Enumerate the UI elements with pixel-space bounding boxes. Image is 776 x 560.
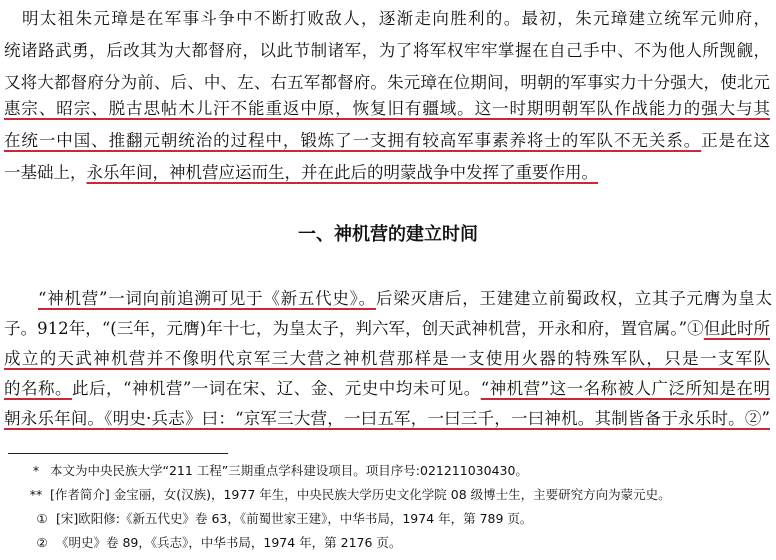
underlined-text: 这一时期明朝军队作战能力的强大与其 [474, 99, 771, 118]
underlined-text: 但此时所 [703, 319, 770, 338]
underlined-text: 成立的天武神机营并不像明代京军三大营之神机营那样是一支使用火器的特殊军队，只是一支军队 [4, 349, 770, 368]
text-segment: 子。912年，“(三年，元膺)年十七，为皇太子，判六军，创天武神机营，开永和府，置官属。”① [4, 319, 704, 338]
footnote-4 [0, 534, 776, 552]
text-segment: 统诸路武勇，后改其为大都督府，以此节制诸军，为了将军权牢牢掌握在自己手中、不为他人所觊觎， [4, 41, 770, 60]
section1-line-5 [0, 408, 770, 430]
intro-line-3 [0, 72, 770, 94]
footnote-divider [8, 453, 228, 454]
intro-line-6 [0, 162, 776, 184]
footnote-marker: ** [29, 487, 43, 502]
text-segment: 此后，“神机营”一词在宋、辽、金、元史中均未可见。 [71, 379, 481, 398]
footnote-3 [0, 510, 776, 528]
underlined-text: 惠宗、昭宗、脱古思帖木儿汗不能重返中原，恢复旧有疆域。 [4, 99, 475, 118]
section1-line-4 [0, 378, 770, 400]
intro-line-4 [0, 98, 770, 120]
footnote-text: 本文为中央民族大学“211 工程”三期重点学科建设项目。项目序号:021211030430。 [50, 463, 528, 478]
section1-line-1 [0, 288, 772, 310]
intro-line-2 [0, 40, 770, 62]
underlined-text: “神机营”这一名称被人广泛所知是在明 [480, 379, 771, 398]
underlined-text: 朝永乐年间。 [4, 409, 105, 428]
text-segment: 又将大都督府分为前、后、中、左、右五军都督府。朱元璋在位期间，明朝的军事实力十分强大，使北元 [4, 73, 770, 92]
intro-line-1 [0, 8, 770, 30]
underlined-text: 的名称。 [4, 379, 72, 398]
text-segment: 明太祖朱元璋是在军事斗争中不断打败敌人，逐渐走向胜利的。最初，朱元璋建立统军元帅府， [22, 9, 770, 28]
underlined-text: 永乐年间，神机营应运而生，并在此后的明蒙战争中发挥了重要作用。 [86, 163, 598, 182]
footnote-2 [0, 486, 776, 504]
section1-line-2 [0, 318, 770, 340]
text-segment: 一基础上， [4, 163, 87, 182]
underlined-text: “神机营”一词向前追溯可见于《新五代史》。 [38, 289, 376, 308]
footnote-marker: ① [36, 511, 48, 526]
footnote-1 [0, 462, 776, 480]
footnote-text: [作者简介] 金宝丽，女(汉族)，1977 年生，中央民族大学历史文化学院 08 级博士生，主要研究方向为蒙元史。 [50, 487, 671, 502]
footnote-marker: ② [36, 535, 48, 550]
underlined-text: 《明史·兵志》曰：“京军三大营，一曰五军，一曰三千，一曰神机。其制皆备于永乐时。②” [104, 409, 770, 428]
footnote-text: 《明史》卷 89，《兵志》，中华书局，1974 年，第 2176 页。 [56, 535, 402, 550]
underlined-text: 在统一中国、推翻元朝统治的过程中，锻炼了一支拥有较高军事素养将士的军队不无关系。 [4, 131, 702, 150]
text-segment: 后梁灭唐后，王建建立前蜀政权，立其子元膺为皇太 [375, 289, 773, 308]
section-heading: 一、神机营的建立时间 [298, 224, 478, 245]
footnote-marker: * [32, 463, 40, 478]
text-segment: 正是在这 [701, 131, 771, 150]
footnote-text: [宋]欧阳修:《新五代史》卷 63，《前蜀世家王建》，中华书局，1974 年，第 789 页。 [56, 511, 533, 526]
intro-line-5 [0, 130, 770, 152]
section1-line-3 [0, 348, 770, 370]
